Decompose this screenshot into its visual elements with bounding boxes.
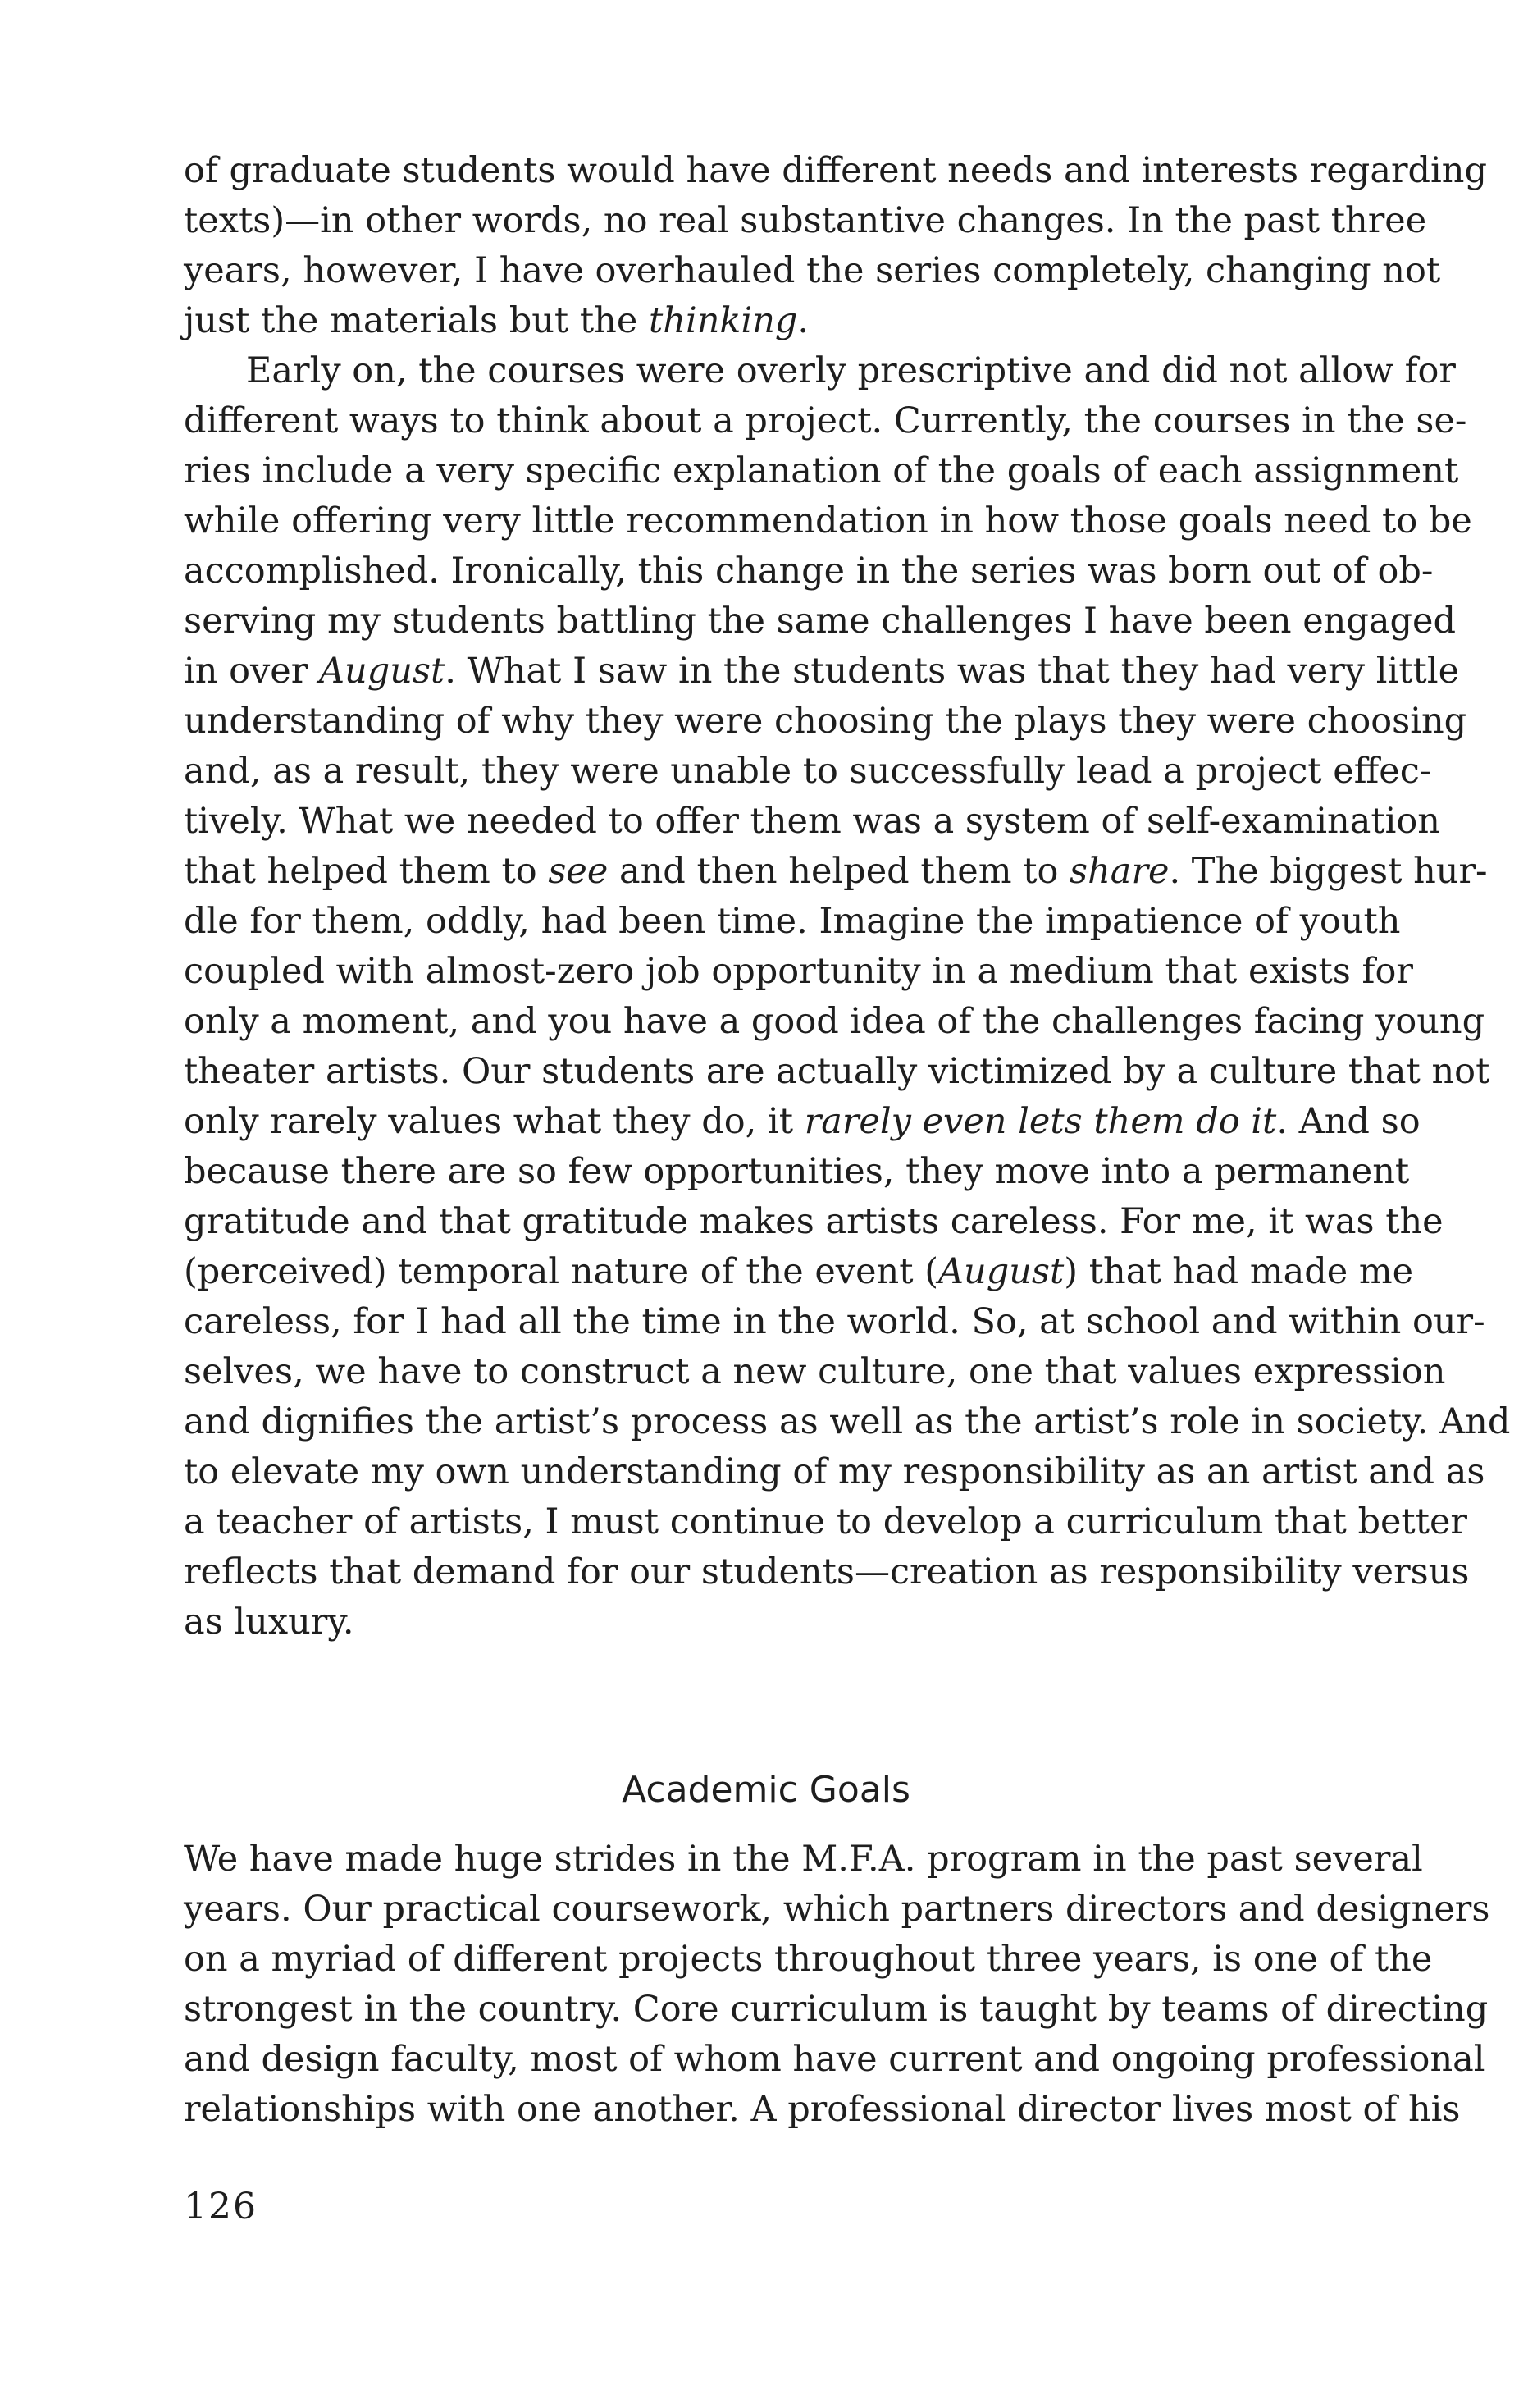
text-line: theater artists. Our students are actually victimized by a culture that not [184, 1051, 1490, 1092]
text-line: while offering very little recommendation in how those goals need to be [184, 500, 1472, 541]
text-line: understanding of why they were choosing the plays they were choosing [184, 701, 1467, 742]
text-line: to elevate my own understanding of my responsibility as an artist and as [184, 1451, 1485, 1492]
text-line: relationships with one another. A professional director lives most of his [184, 2089, 1461, 2130]
text-line: a teacher of artists, I must continue to develop a curriculum that better [184, 1501, 1467, 1542]
text-line: years, however, I have overhauled the series completely, changing not [184, 250, 1441, 291]
text-line: reflects that demand for our students—creation as responsibility versus [184, 1551, 1470, 1592]
text-line: and, as a result, they were unable to successfully lead a project effec- [184, 751, 1432, 792]
text-line: careless, for I had all the time in the world. So, at school and within our- [184, 1301, 1485, 1342]
text-line: years. Our practical coursework, which partners directors and designers [184, 1889, 1490, 1930]
text-line: on a myriad of different projects throughout three years, is one of the [184, 1939, 1433, 1980]
text-line: that helped them to see and then helped them to share. The biggest hur- [184, 851, 1488, 892]
text-line: of graduate students would have different needs and interests regarding [184, 150, 1488, 191]
text-line: only a moment, and you have a good idea of the challenges facing young [184, 1001, 1485, 1042]
paragraph-academic-goals [184, 1835, 1490, 2135]
section-heading: Academic Goals [622, 1769, 910, 1811]
paragraph-early-on [184, 346, 1511, 1647]
text-line: dle for them, oddly, had been time. Imagine the impatience of youth [184, 901, 1401, 942]
text-line: because there are so few opportunities, they move into a permanent [184, 1151, 1410, 1192]
text-line: ries include a very specific explanation of the goals of each assignment [184, 450, 1459, 491]
text-line: tively. What we needed to offer them was a system of self-examination [184, 801, 1440, 842]
text-line: texts)—in other words, no real substantive changes. In the past three [184, 200, 1427, 241]
text-line: serving my students battling the same challenges I have been engaged [184, 601, 1457, 642]
text-line: (perceived) temporal nature of the event (August) that had made me [184, 1251, 1414, 1292]
text-line: as luxury. [184, 1602, 354, 1643]
body-text-top [184, 146, 1511, 1647]
text-line: selves, we have to construct a new culture, one that values expression [184, 1351, 1446, 1392]
text-line: in over August. What I saw in the students was that they had very little [184, 651, 1460, 692]
text-line: gratitude and that gratitude makes artists careless. For me, it was the [184, 1201, 1444, 1242]
text-line: and dignifies the artist’s process as well as the artist’s role in society. And [184, 1401, 1511, 1442]
text-line: and design faculty, most of whom have current and ongoing professional [184, 2039, 1485, 2080]
text-line: strongest in the country. Core curriculum is taught by teams of directing [184, 1989, 1489, 2030]
page-number: 126 [184, 2186, 258, 2228]
text-line: Early on, the courses were overly prescriptive and did not allow for [246, 350, 1456, 391]
body-text-bottom [184, 1835, 1490, 2135]
text-line: coupled with almost-zero job opportunity in a medium that exists for [184, 951, 1413, 992]
text-line: only rarely values what they do, it rarely even lets them do it. And so [184, 1101, 1421, 1142]
text-line: just the materials but the thinking. [184, 300, 810, 341]
text-line: accomplished. Ironically, this change in the series was born out of ob- [184, 551, 1434, 592]
text-line: different ways to think about a project. Currently, the courses in the se- [184, 400, 1467, 441]
paragraph-continuation [184, 146, 1488, 346]
text-line: We have made huge strides in the M.F.A. program in the past several [184, 1839, 1423, 1880]
